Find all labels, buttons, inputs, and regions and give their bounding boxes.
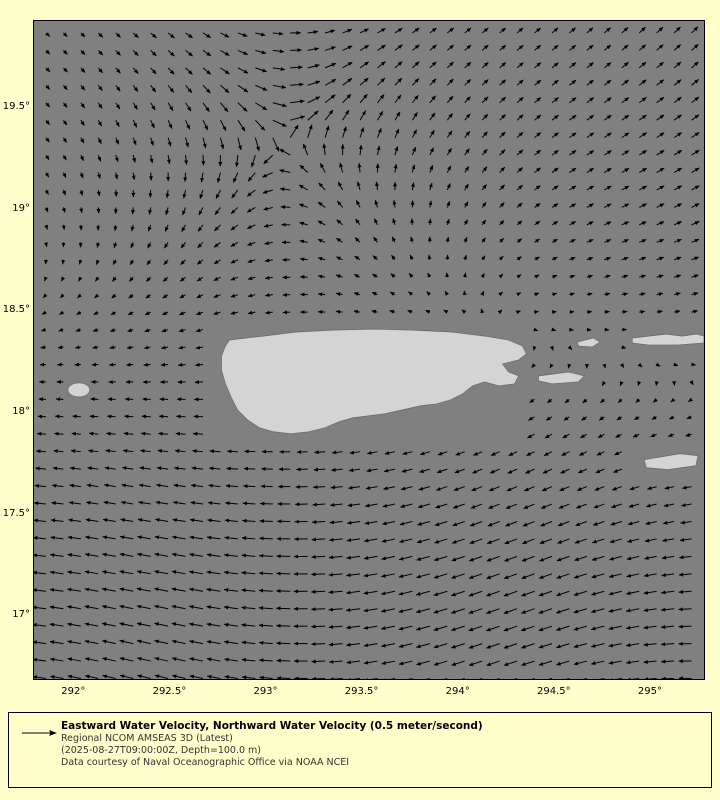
longitude-tick-label: 295°: [637, 686, 662, 697]
st-thomas-island: [632, 334, 704, 345]
longitude-tick-label: 292°: [61, 686, 86, 697]
latitude-tick-label: 19°: [12, 202, 30, 214]
latitude-tick-label: 18°: [12, 406, 30, 418]
legend-line-1: Regional NCOM AMSEAS 3D (Latest): [61, 733, 233, 744]
latitude-tick-label: 17.5°: [2, 507, 30, 519]
legend-text-block: [61, 719, 701, 769]
culebra-island: [577, 338, 600, 347]
legend-panel: [8, 712, 712, 788]
longitude-tick-label: 294°: [445, 686, 470, 697]
latitude-tick-label: 17°: [12, 609, 30, 621]
land-masses: [34, 21, 704, 679]
map-plot-area[interactable]: [33, 20, 705, 680]
longitude-tick-label: 293°: [253, 686, 278, 697]
st-croix-island: [644, 454, 698, 470]
longitude-tick-label: 294.5°: [536, 686, 571, 697]
legend-title: Eastward Water Velocity, Northward Water Velocity (0.5 meter/second): [61, 720, 483, 732]
vector-arrow-icon: [21, 727, 57, 739]
longitude-tick-label: 292.5°: [152, 686, 187, 697]
legend-line-3: Data courtesy of Naval Oceanographic Office via NOAA NCEI: [61, 757, 350, 768]
legend-line-2: (2025-08-27T09:00:00Z, Depth=100.0 m): [61, 745, 262, 756]
puerto-rico-island: [221, 329, 526, 434]
longitude-tick-label: 293.5°: [344, 686, 379, 697]
latitude-tick-label: 19.5°: [2, 101, 30, 113]
vieques-island: [538, 372, 584, 384]
mona-island: [68, 383, 90, 397]
latitude-tick-label: 18.5°: [2, 304, 30, 316]
